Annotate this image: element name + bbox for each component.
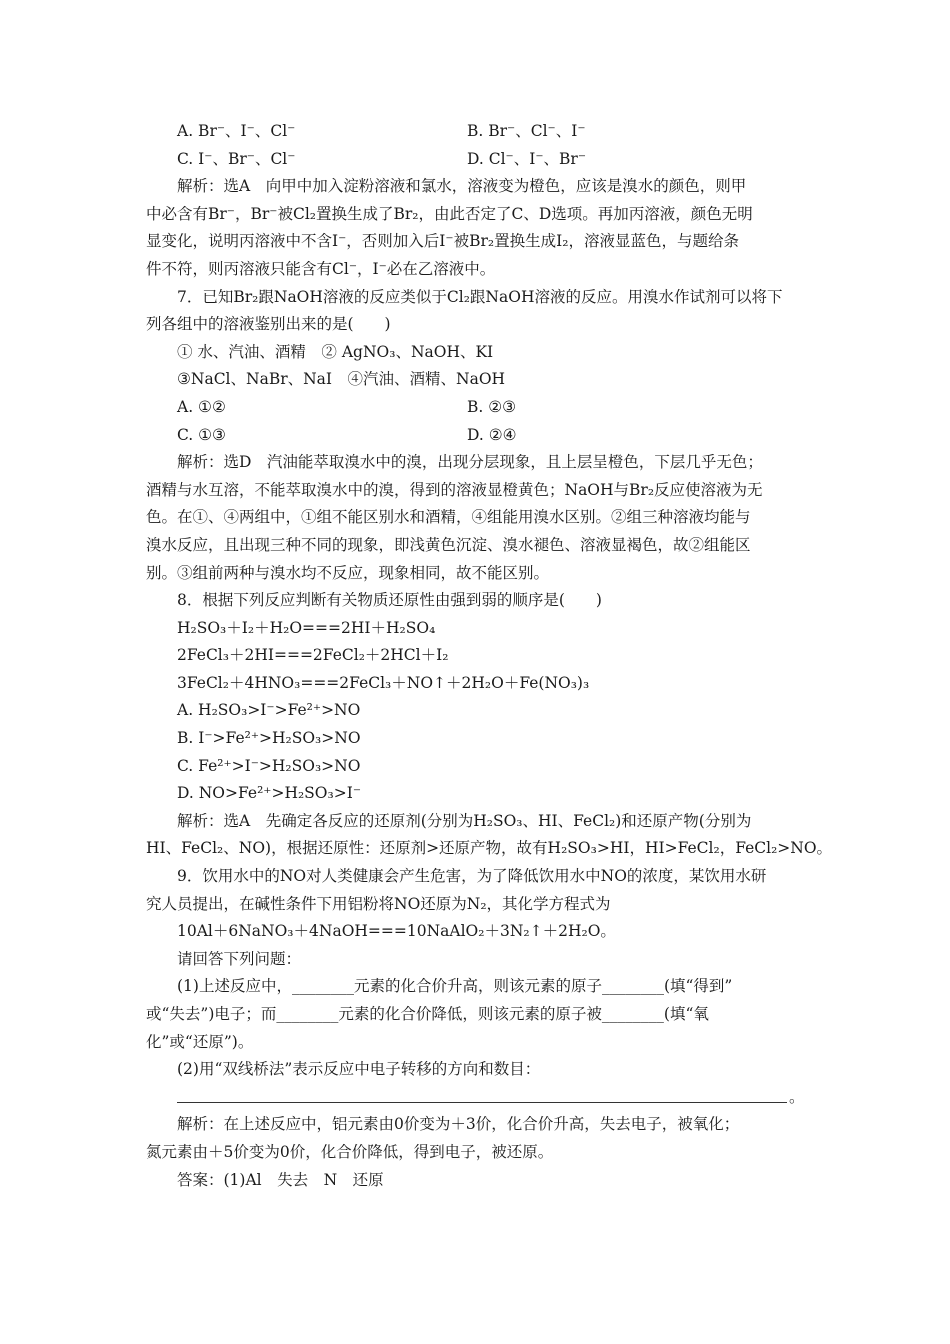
text-line: 溴水反应，且出现三种不同的现象，即浅黄色沉淀、溴水褪色、溶液显褐色，故②组能区 — [146, 535, 751, 554]
text-line: 列各组中的溶液鉴别出来的是( ) — [146, 315, 391, 334]
text-line: 解析：在上述反应中，铝元素由0价变为＋3价，化合价升高，失去电子，被氧化； — [177, 1115, 740, 1134]
text-line: ① 水、汽油、酒精 ② AgNO₃、NaOH、KI — [177, 342, 494, 361]
option-right: B. ②③ — [467, 397, 517, 416]
text-line: 别。③组前两种与溴水均不反应，现象相同，故不能区别。 — [146, 563, 550, 582]
option-row — [146, 118, 826, 146]
text-line: 中必含有Br⁻，Br⁻被Cl₂置换生成了Br₂，由此否定了C、D选项。再加丙溶液，颜色无明 — [146, 204, 753, 223]
text-line: 2FeCl₃＋2HI===2FeCl₂＋2HCl＋I₂ — [177, 646, 449, 665]
text-line: HI、FeCl₂、NO)，根据还原性：还原剂>还原产物，故有H₂SO₃>HI，HI>FeCl₂，FeCl₂>NO。 — [146, 839, 833, 858]
option-left: C. I⁻、Br⁻、Cl⁻ — [177, 149, 296, 168]
text-line: 氮元素由＋5价变为0价，化合价降低，得到电子，被还原。 — [146, 1142, 554, 1161]
blank-period: 。 — [789, 1087, 805, 1106]
text-line: 3FeCl₂＋4HNO₃===2FeCl₃＋NO↑＋2H₂O＋Fe(NO₃)₃ — [177, 673, 590, 692]
text-line: A. H₂SO₃>I⁻>Fe²⁺>NO — [177, 701, 361, 720]
text-line: 解析：选D 汽油能萃取溴水中的溴，出现分层现象，且上层呈橙色，下层几乎无色； — [177, 453, 763, 472]
option-right: D. Cl⁻、I⁻、Br⁻ — [467, 149, 587, 168]
text-line: 答案：(1)Al 失去 N 还原 — [177, 1170, 384, 1189]
option-left: C. ①③ — [177, 425, 226, 444]
text-line: C. Fe²⁺>I⁻>H₂SO₃>NO — [177, 756, 361, 775]
answer-blank-line — [146, 1084, 826, 1112]
text-line: 或“失去”)电子；而________元素的化合价降低，则该元素的原子被________(填“氧 — [146, 1005, 709, 1023]
text-line: D. NO>Fe²⁺>H₂SO₃>I⁻ — [177, 784, 362, 803]
option-row — [146, 146, 826, 174]
text-line: 9．饮用水中的NO对人类健康会产生危害，为了降低饮用水中NO的浓度，某饮用水研 — [177, 867, 767, 886]
text-line: (1)上述反应中，________元素的化合价升高，则该元素的原子________(填“得到” — [177, 977, 733, 996]
option-right: B. Br⁻、Cl⁻、I⁻ — [467, 122, 586, 140]
option-left: A. Br⁻、I⁻、Cl⁻ — [177, 122, 296, 140]
option-row — [146, 394, 826, 422]
text-line: 究人员提出，在碱性条件下用铝粉将NO还原为N₂，其化学方程式为 — [146, 894, 611, 913]
text-line: 10Al＋6NaNO₃＋4NaOH===10NaAlO₂＋3N₂↑＋2H₂O。 — [177, 922, 616, 941]
text-line: B. I⁻>Fe²⁺>H₂SO₃>NO — [177, 729, 361, 748]
option-left: A. ①② — [177, 397, 226, 416]
option-right: D. ②④ — [467, 425, 517, 444]
text-line: 解析：选A 先确定各反应的还原剂(分别为H₂SO₃、HI、FeCl₂)和还原产物(分别为 — [177, 811, 752, 830]
text-line: 酒精与水互溶，不能萃取溴水中的溴，得到的溶液显橙黄色；NaOH与Br₂反应使溶液为无 — [146, 480, 763, 499]
text-line: H₂SO₃＋I₂＋H₂O===2HI＋H₂SO₄ — [177, 618, 436, 637]
text-line: 7．已知Br₂跟NaOH溶液的反应类似于Cl₂跟NaOH溶液的反应。用溴水作试剂可以将下 — [177, 287, 783, 306]
text-line: 请回答下列问题： — [177, 949, 302, 968]
blank-rule — [177, 1102, 787, 1103]
text-line: 显变化，说明丙溶液中不含I⁻，否则加入后I⁻被Br₂置换生成I₂，溶液显蓝色，与题给条 — [146, 232, 739, 251]
text-line: 解析：选A 向甲中加入淀粉溶液和氯水，溶液变为橙色，应该是溴水的颜色，则甲 — [177, 177, 747, 196]
text-line: ③NaCl、NaBr、NaI ④汽油、酒精、NaOH — [177, 370, 506, 389]
text-line: 色。在①、④两组中，①组不能区别水和酒精，④组能用溴水区别。②组三种溶液均能与 — [146, 508, 751, 527]
document-page — [146, 118, 833, 1194]
text-line: 化”或“还原”)。 — [146, 1032, 254, 1051]
text-line: (2)用“双线桥法”表示反应中电子转移的方向和数目： — [177, 1060, 541, 1079]
option-row — [146, 422, 826, 450]
text-line: 件不符，则丙溶液只能含有Cl⁻，I⁻必在乙溶液中。 — [146, 259, 496, 278]
text-line: 8．根据下列反应判断有关物质还原性由强到弱的顺序是( ) — [177, 591, 602, 610]
